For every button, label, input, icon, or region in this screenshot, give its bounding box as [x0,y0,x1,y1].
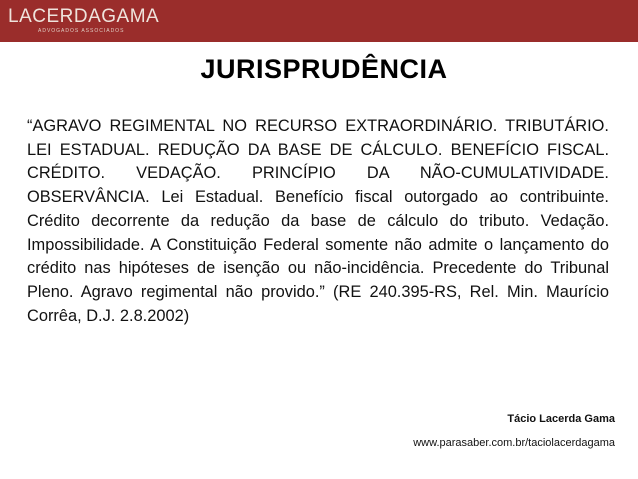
logo-main-text: LACERDAGAMA [8,6,160,27]
slide-title: JURISPRUDÊNCIA [200,54,448,84]
website-url: www.parasaber.com.br/taciolacerdagama [413,437,615,449]
jurisprudence-quote: “AGRAVO REGIMENTAL NO RECURSO EXTRAORDINÁRIO. TRIBUTÁRIO. LEI ESTADUAL. REDUÇÃO DA BASE DE CÁLCULO. BENEFÍCIO FISCAL. CRÉDITO. VEDAÇÃO. PRINCÍPIO DA NÃO-CUMULATIVIDADE. OBSERVÂNCIA. Lei Estadual. Benefício fiscal outorgado ao contribuinte. Crédito decorrente da redução da base de cálculo do tributo. Vedação. Impossibilidade. A Constituição Federal somente não admite o lançamento do crédito nas hipóteses de isenção ou não-incidência. Precedente do Tribunal Pleno. Agravo regimental não provido.” (RE 240.395-RS, Rel. Min. Maurício Corrêa, D.J. 2.8.2002) [27,117,609,325]
logo-sub-text: ADVOGADOS ASSOCIADOS [38,28,125,34]
lacerdagama-logo [8,6,159,34]
header-band [0,0,638,42]
author-name: Tácio Lacerda Gama [507,413,615,425]
